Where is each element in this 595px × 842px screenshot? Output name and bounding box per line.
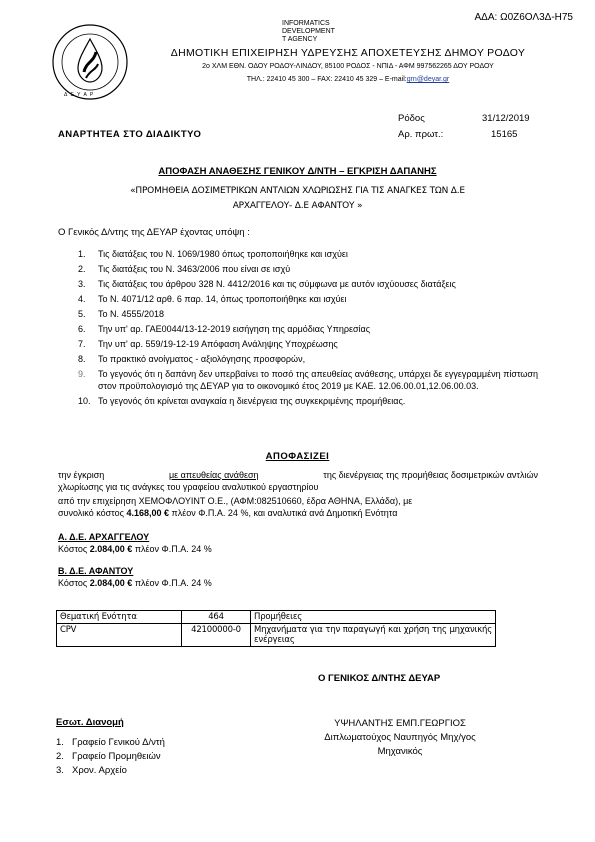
list-item: 4. Το Ν. 4071/12 αρθ. 6 παρ. 14, όπως τροποποιήθηκε και ισχύει	[78, 294, 347, 304]
intro-text: Ο Γενικός Δ/ντης της ΔΕΥΑΡ έχοντας υπόψη :	[58, 227, 250, 238]
logo-abbrev: Δ Ε Υ Α Ρ	[64, 92, 95, 98]
table-cell: Θεματική Ενότητα	[57, 611, 182, 624]
distribution-list	[56, 736, 165, 778]
decides-heading: ΑΠΟΦΑΣΙΖΕΙ	[265, 451, 330, 462]
table-cell: 464	[182, 611, 251, 624]
list-item: 10. Το γεγονός ότι κρίνεται αναγκαία η διενέργεια της συγκεκριμένης προμήθειας.	[78, 396, 406, 406]
ada-code: ΑΔΑ: Ω0Ζ6ΟΛ3Δ-Η75	[474, 12, 573, 23]
list-item: 7. Την υπ' αρ. 559/19-12-19 Απόφαση Ανάληψης Υποχρέωσης	[78, 339, 338, 349]
list-item: 3. Τις διατάξεις του άρθρου 328 Ν. 4412/2016 και τις σύμφωνα με αυτόν ισχύουσες διατάξεις	[78, 279, 456, 289]
place: Ρόδος	[398, 113, 425, 124]
signatory-block	[290, 717, 510, 759]
considerations-list	[78, 248, 538, 407]
decision-line-4: συνολικό κόστος 4.168,00 € πλέον Φ.Π.Α. 24 %, και αναλυτικά ανά Δημοτική Ενότητα	[58, 507, 398, 518]
table-cell: 42100000-0	[182, 624, 251, 647]
org-contact	[138, 76, 558, 83]
list-item: 6. Την υπ' αρ. ΓΑΕ0044/13-12-2019 εισήγηση της αρμόδιας Υπηρεσίας	[78, 324, 371, 334]
agency-block	[282, 20, 335, 44]
list-item: 8. Το πρακτικό ανοίγματος - αξιολόγησης προσφορών,	[78, 354, 306, 364]
decision-line-3: από την επιχείρηση ΧΕΜΟΦΛΟΥΙΝΤ Ο.Ε., (ΑΦΜ:082510660, έδρα ΑΘΗΝΑ, Ελλάδα), με	[58, 496, 413, 506]
decision-title: ΑΠΟΦΑΣΗ ΑΝΑΘΕΣΗΣ ΓΕΝΙΚΟΥ Δ/ΝΤΗ – ΕΓΚΡΙΣΗ ΔΑΠΑΝΗΣ	[158, 166, 437, 177]
agency-line: DEVELOPMENT	[282, 28, 335, 35]
list-item: 1. Τις διατάξεις του Ν. 1069/1980 όπως τροποποιήθηκε και ισχύει	[78, 249, 348, 259]
unit-afantou	[58, 566, 212, 589]
agency-line: INFORMATICS	[282, 20, 330, 27]
unit-arxaggelou	[58, 532, 212, 555]
org-address: 2ο ΧΛΜ ΕΘΝ. ΟΔΟΥ ΡΟΔΟΥ-ΛΙΝΔΟΥ, 85100 ΡΟΔΟΣ - ΝΠΙΔ - ΑΦΜ 997562265 ΔΟΥ ΡΟΔΟΥ	[202, 63, 494, 70]
unit-title: Α. Δ.Ε. ΑΡΧΑΓΓΕΛΟΥ	[58, 532, 150, 542]
signatory-title: Ο ΓΕΝΙΚΟΣ Δ/ΝΤΗΣ ΔΕΥΑΡ	[318, 673, 441, 684]
list-item: 3. Χρον. Αρχείο	[56, 765, 127, 776]
protocol-label: Αρ. πρωτ.:	[398, 129, 444, 140]
unit-cost: Κόστος 2.084,00 € πλέον Φ.Π.Α. 24 %	[58, 577, 212, 588]
org-name: ΔΗΜΟΤΙΚΗ ΕΠΙΧΕΙΡΗΣΗ ΥΔΡΕΥΣΗΣ ΑΠΟΧΕΤΕΥΣΗΣ ΔΗΜΟΥ ΡΟΔΟΥ	[170, 47, 526, 59]
table-row	[57, 624, 496, 647]
list-item: 2. Τις διατάξεις του Ν. 3463/2006 που είναι σε ισχύ	[78, 264, 291, 274]
subject-line-1: «ΠΡΟΜΗΘΕΙΑ ΔΟΣΙΜΕΤΡΙΚΩΝ ΑΝΤΛΙΩΝ ΧΛΩΡΙΩΣΗΣ ΓΙΑ ΤΙΣ ΑΝΑΓΚΕΣ ΤΩΝ Δ.Ε	[130, 186, 465, 196]
list-item: 5. Το Ν. 4555/2018	[78, 309, 165, 319]
decision-body	[58, 470, 538, 519]
decision-line-1: την έγκριση με απευθείας ανάθεση της διενέργειας της προμήθειας δοσιμετρικών αντλιών	[58, 470, 538, 480]
agency-line: T AGENCY	[282, 36, 318, 43]
signatory-profession: Μηχανικός	[377, 746, 423, 757]
unit-title: Β. Δ.Ε. ΑΦΑΝΤΟΥ	[58, 566, 134, 576]
contact-text: ΤΗΛ.: 22410 45 300 – FAX: 22410 45 329 – E-mail:	[246, 76, 407, 83]
subject-line-2: ΑΡΧΑΓΓΕΛΟΥ- Δ.Ε ΑΦΑΝΤΟΥ »	[232, 201, 363, 211]
table-cell: Προμήθειες	[251, 611, 496, 624]
email-link[interactable]: grn@deyar.gr	[406, 76, 450, 83]
cpv-table	[56, 610, 496, 647]
protocol-number: 15165	[491, 129, 518, 140]
distribution-title: Εσωτ. Διανομή	[56, 717, 124, 728]
deyar-logo	[50, 22, 130, 102]
posting-note: ΑΝΑΡΤΗΤΕΑ ΣΤΟ ΔΙΑΔΙΚΤΥΟ	[58, 129, 202, 140]
list-item: 1. Γραφείο Γενικού Δ/ντή	[56, 737, 165, 748]
unit-cost: Κόστος 2.084,00 € πλέον Φ.Π.Α. 24 %	[58, 543, 212, 554]
table-cell: Μηχανήματα για την παραγωγή και χρήση της μηχανικής ενέργειας	[251, 624, 496, 647]
table-cell: CPV	[57, 624, 182, 647]
date: 31/12/2019	[482, 113, 530, 124]
list-item: 9. Το γεγονός ότι η δαπάνη δεν υπερβαίνει το ποσό της απευθείας ανάθεσης, υπάρχει δε εγγεγραμμένη πίστωση στον προϋπολογισμό της ΔΕΥΑΡ για το οικονομικό έτος 2019 με ΚΑΕ. 12.06.00.01,12.06.00.03.	[78, 369, 538, 391]
table-row	[57, 611, 496, 624]
signatory-degree: Διπλωματούχος Ναυπηγός Μηχ/γος	[324, 732, 476, 743]
signatory-name: ΥΨΗΛΑΝΤΗΣ ΕΜΠ.ΓΕΩΡΓΙΟΣ	[334, 718, 466, 729]
list-item: 2. Γραφείο Προμηθειών	[56, 751, 161, 762]
decision-line-2: χλωρίωσης για τις ανάγκες του γραφείου αναλυτικού εργαστηρίου	[58, 481, 319, 492]
